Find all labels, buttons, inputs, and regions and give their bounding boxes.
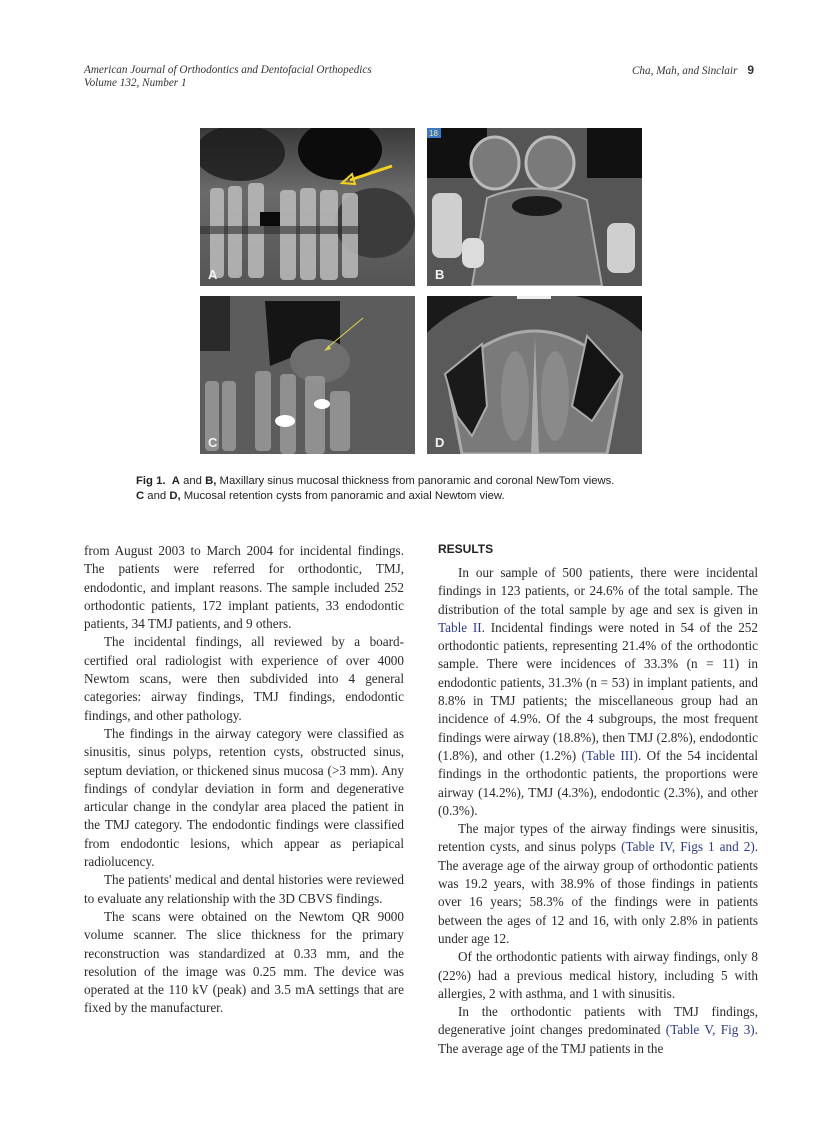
section-heading-results: RESULTS: [438, 542, 494, 556]
coronal-ct-image: [427, 128, 642, 286]
figure-label: Fig 1.: [136, 475, 166, 487]
paragraph: Of the orthodontic patients with airway findings, only 8 (22%) had a previous medical history, including 5 with allergies, 2 with asthma, and 1 with sinusitis.: [438, 949, 758, 1001]
caption-line-2: [136, 489, 736, 504]
paragraph: The findings in the airway category were classified as sinusitis, sinus polyps, retention cysts, obstructed sinus, septum deviation, or thickened sinus mucosa (>3 mm). Any findings of condylar deviation in form and degenerative articular change in the condylar area placed the patient in the TMJ category. The endodontic findings were classified from endodontic lesions, which appear as periapical radiolucency.: [84, 725, 404, 870]
text: In our sample of 500 patients, there were incidental findings in 123 patients, or 24.6% of the total sample. The distribution of the total sample by age and sex is given in: [438, 565, 758, 617]
figure-panel-a: [200, 128, 415, 286]
table-iv-figs-link[interactable]: (Table IV, Figs 1 and 2): [621, 839, 755, 855]
text: . Of the 54 incidental findings in the orthodontic patients, the proportions were airway (14.2%), TMJ (4.3%), endodontic (2.3%), and other (0.3%).: [438, 747, 758, 818]
paragraph: [438, 820, 758, 948]
table-ii-link[interactable]: Table II: [438, 619, 482, 635]
caption-ref-d: D,: [169, 490, 181, 502]
journal-info: [84, 64, 372, 90]
figure-1: [200, 128, 640, 454]
panoramic-radiograph-image: [200, 296, 415, 454]
left-column: [84, 542, 404, 1018]
panel-label-c: C: [208, 435, 218, 450]
paragraph: The scans were obtained on the Newtom QR 9000 volume scanner. The slice thickness for the primary reconstruction was standardized at 0.33 mm, and the resolution of the image was 0.25 mm. The device was operated at the 110 kV (peak) and 3.5 mA settings that are fixed by the manufacturer.: [84, 908, 404, 1016]
paragraph: [438, 1003, 758, 1058]
page-number: 9: [747, 63, 754, 77]
figure-panel-c: [200, 296, 415, 454]
table-iii-link[interactable]: (Table III): [581, 747, 638, 763]
table-v-fig3-link[interactable]: (Table V, Fig 3): [665, 1022, 755, 1038]
caption-text: and: [144, 490, 170, 502]
figure-panel-d: [427, 296, 642, 454]
caption-text: Maxillary sinus mucosal thickness from panoramic and coronal NewTom views.: [216, 475, 615, 487]
authors: Cha, Mah, and Sinclair: [631, 65, 738, 77]
axial-ct-image: [427, 296, 642, 454]
caption-ref-a: A: [171, 475, 180, 487]
caption-text: Mucosal retention cysts from panoramic and axial Newtom view.: [180, 490, 505, 502]
journal-volume: Volume 132, Number 1: [84, 77, 187, 89]
figure-panel-b: [427, 128, 642, 286]
text: The major types of the airway findings were sinusitis, retention cysts, and sinus polyps: [438, 821, 758, 855]
paragraph: [438, 564, 758, 820]
paragraph: The incidental findings, all reviewed by a board-certified oral radiologist with experience of over 4000 Newtom scans, were then subdivided into 4 general categories: airway findings, TMJ findings, endodontic findings, and other pathology.: [84, 634, 404, 723]
panel-label-a: A: [208, 267, 218, 282]
journal-title: American Journal of Orthodontics and Dentofacial Orthopedics: [84, 64, 372, 76]
caption-ref-c: C: [136, 490, 145, 502]
paragraph: from August 2003 to March 2004 for incidental findings. The patients were referred for orthodontic, TMJ, endodontic, and implant reasons. The sample included 252 orthodontic patients, 172 implant patients, 33 endodontic patients, 34 TMJ patients, and 9 others.: [84, 543, 404, 632]
text: In the orthodontic patients with TMJ findings, degenerative joint changes predominated: [438, 1004, 758, 1038]
caption-line-1: [136, 474, 736, 489]
figure-caption: [136, 474, 736, 504]
author-page: [632, 64, 754, 78]
caption-ref-b: B,: [205, 475, 217, 487]
text: . The average age of the TMJ patients in the: [438, 1022, 758, 1056]
text: . Incidental findings were noted in 54 of the 252 orthodontic patients, representing 21.4% of the orthodontic sample. There were incidences of 33.3% (n = 11) in endodontic patients, 31.3% (n = 53) in implant patients, and 8.8% in TMJ patients; the miscellaneous group had an incidence of 4.9%. Of the 4 subgroups, the most frequent findings were airway (18.8%), then TMJ (2.8%), endodontic (1.8%), and other (1.2%): [438, 619, 758, 763]
right-column: [438, 542, 758, 1058]
caption-text: and: [179, 475, 206, 487]
panel-label-b: B: [435, 267, 445, 282]
panoramic-radiograph-image: [200, 128, 415, 286]
text: . The average age of the airway group of orthodontic patients was 19.2 years, with 38.9% of those findings in patients over 16 years; 58.3% of the findings were in patients between the ages of 12 and 16, with only 2.8% in patients under age 12.: [438, 839, 759, 946]
paragraph: The patients' medical and dental histories were reviewed to evaluate any relationship with the 3D CBVS findings.: [84, 872, 404, 906]
view-number-overlay: 18: [429, 129, 438, 138]
panel-label-d: D: [435, 435, 445, 450]
